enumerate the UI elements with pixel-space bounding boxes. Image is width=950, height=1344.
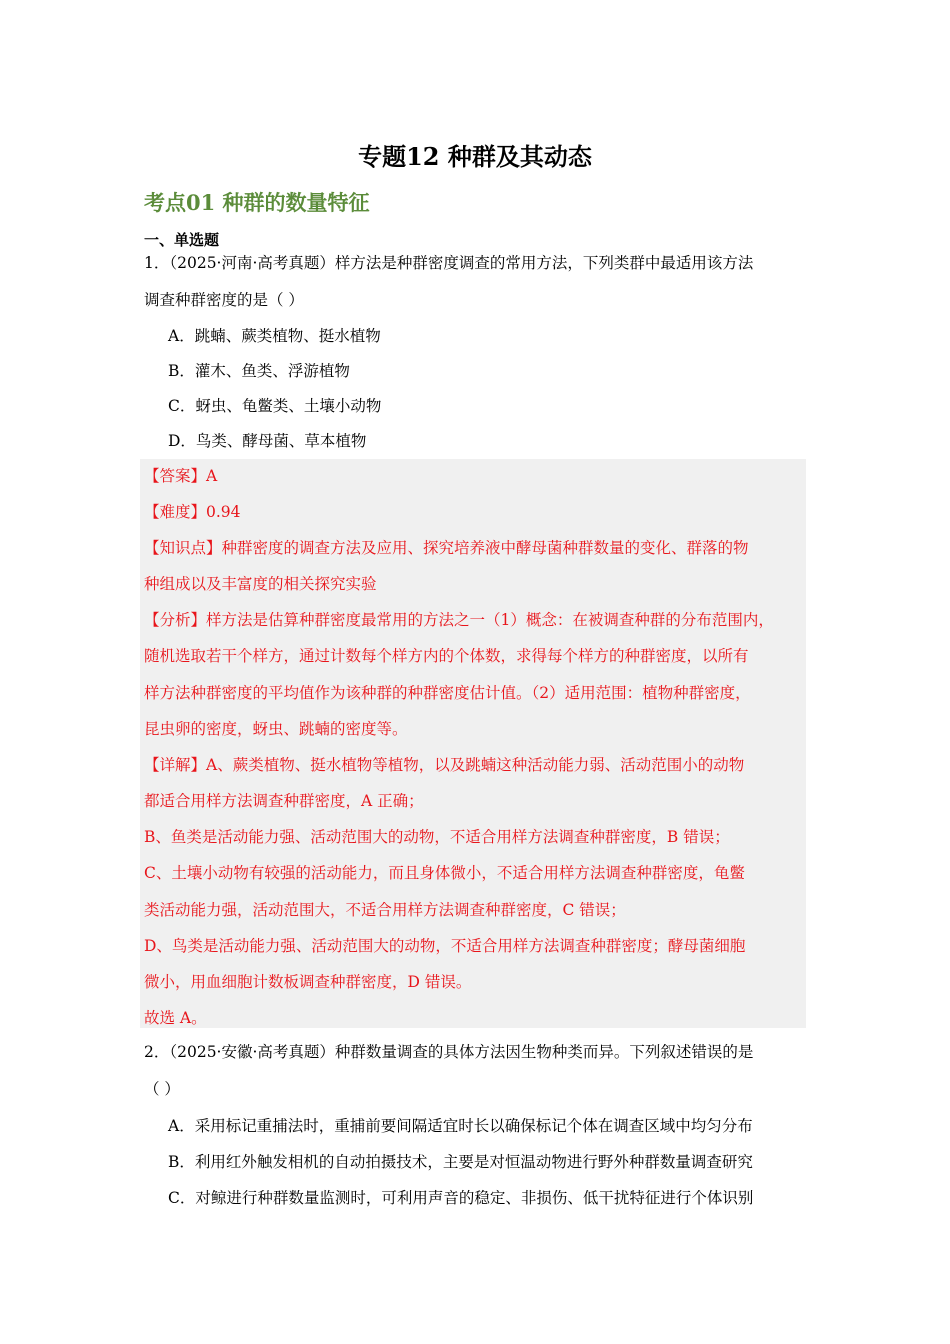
q1-answer: 【答案】A (144, 467, 218, 485)
q1-detail-line6: D、鸟类是活动能力强、活动范围大的动物，不适合用样方法调查种群密度；酵母菌细胞 (144, 937, 746, 955)
q1-knowledge-line2: 种组成以及丰富度的相关探究实验 (144, 575, 377, 593)
q2-option-b: B．利用红外触发相机的自动拍摄技术，主要是对恒温动物进行野外种群数量调查研究 (168, 1153, 753, 1171)
q1-stem-line1: 1．（2025·河南·高考真题）样方法是种群密度调查的常用方法，下列类群中最适用该方法 (144, 254, 754, 272)
q1-conclusion: 故选 A。 (144, 1009, 207, 1027)
q1-detail-line3: B、鱼类是活动能力强、活动范围大的动物，不适合用样方法调查种群密度，B 错误； (144, 828, 730, 846)
q1-stem-line2: 调查种群密度的是（ ） (144, 291, 304, 309)
q1-option-a: A．跳蝻、蕨类植物、挺水植物 (168, 327, 381, 345)
page-title: 专题12 种群及其动态 (358, 142, 592, 171)
q2-option-c: C．对鲸进行种群数量监测时，可利用声音的稳定、非损伤、低干扰特征进行个体识别 (168, 1189, 754, 1207)
q1-detail-line7: 微小，用血细胞计数板调查种群密度，D 错误。 (144, 973, 472, 991)
q1-analysis-line1: 【分析】样方法是估算种群密度最常用的方法之一（1）概念：在被调查种群的分布范围内， (144, 611, 774, 629)
q2-option-a: A．采用标记重捕法时，重捕前要间隔适宜时长以确保标记个体在调查区域中均匀分布 (168, 1117, 753, 1135)
q1-option-c: C．蚜虫、龟鳖类、土壤小动物 (168, 397, 382, 415)
q1-detail-line4: C、土壤小动物有较强的活动能力，而且身体微小，不适合用样方法调查种群密度，龟鳖 (144, 864, 745, 882)
question-type-heading: 一、单选题 (144, 231, 220, 249)
q1-analysis-line3: 样方法种群密度的平均值作为该种群的种群密度估计值。（2）适用范围：植物种群密度， (144, 684, 751, 702)
q1-detail-line1: 【详解】A、蕨类植物、挺水植物等植物，以及跳蝻这种活动能力弱、活动范围小的动物 (144, 756, 745, 774)
q1-detail-line2: 都适合用样方法调查种群密度，A 正确； (144, 792, 424, 810)
q1-detail-line5: 类活动能力强，活动范围大，不适合用样方法调查种群密度，C 错误； (144, 901, 626, 919)
section-heading-kaodian: 考点01 种群的数量特征 (144, 190, 370, 215)
q1-knowledge-line1: 【知识点】种群密度的调查方法及应用、探究培养液中酵母菌种群数量的变化、群落的物 (144, 539, 749, 557)
q2-stem-line1: 2．（2025·安徽·高考真题）种群数量调查的具体方法因生物种类而异。下列叙述错误的是 (144, 1043, 754, 1061)
q1-difficulty: 【难度】0.94 (144, 503, 241, 521)
q1-option-b: B．灌木、鱼类、浮游植物 (168, 362, 350, 380)
q2-stem-line2: （ ） (144, 1080, 180, 1098)
q1-analysis-line4: 昆虫卵的密度，蚜虫、跳蝻的密度等。 (144, 720, 408, 738)
q1-analysis-line2: 随机选取若干个样方，通过计数每个样方内的个体数，求得每个样方的种群密度，以所有 (144, 647, 749, 665)
q1-option-d: D．鸟类、酵母菌、草本植物 (168, 432, 367, 450)
